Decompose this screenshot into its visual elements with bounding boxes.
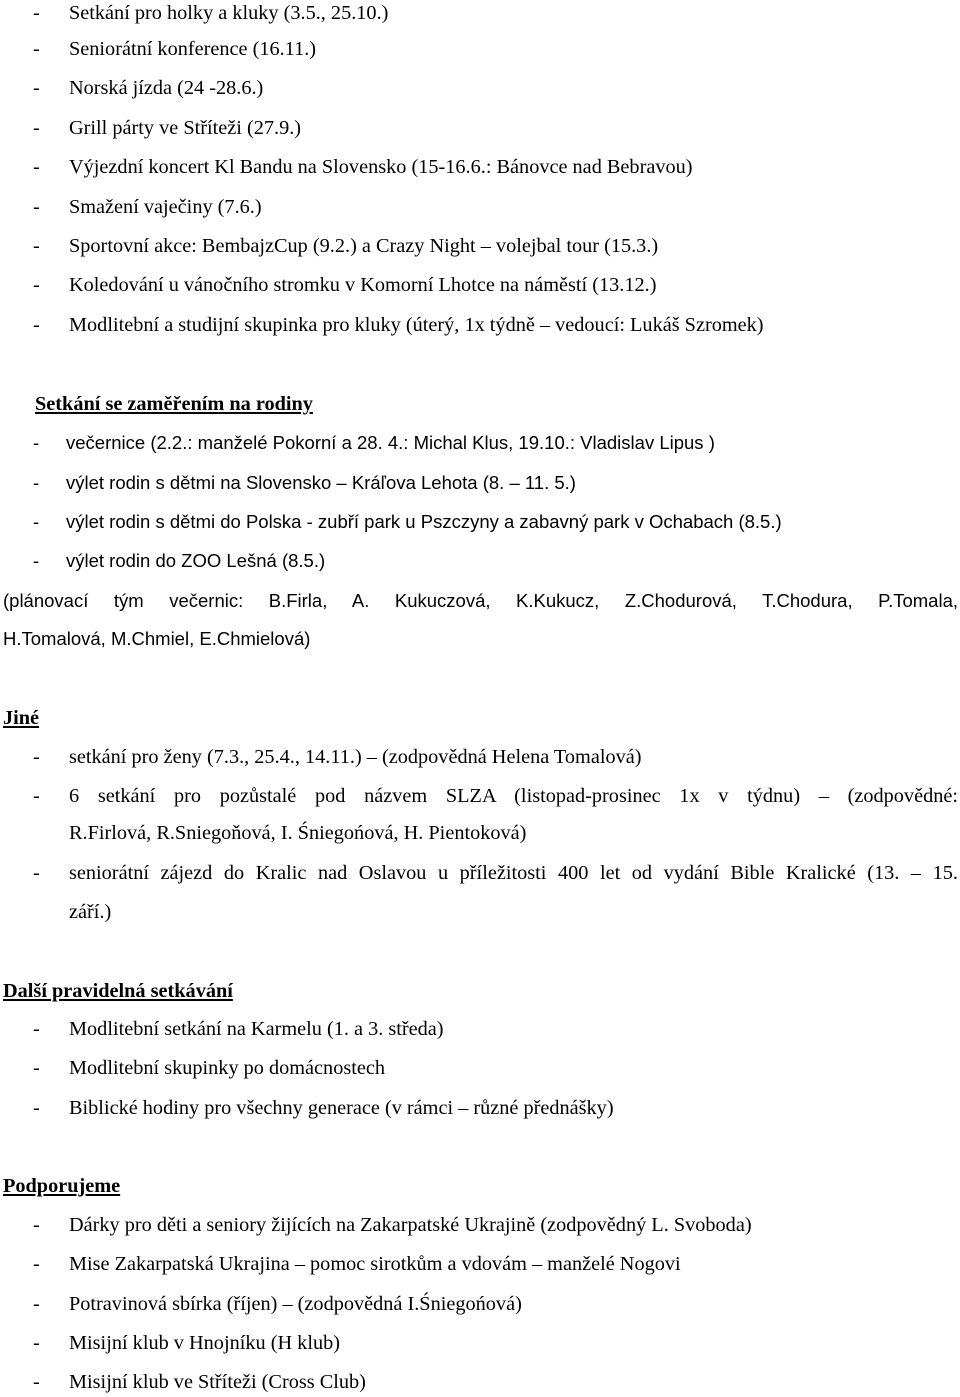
section-heading-other: Jiné <box>3 707 40 729</box>
section-heading-families: Setkání se zaměřením na rodiny <box>35 393 313 415</box>
list-item-cont: R.Firlová, R.Sniegoňová, I. Śniegońová, H. Pientoková) <box>69 822 527 844</box>
section-heading-support: Podporujeme <box>3 1175 121 1197</box>
section-heading-regular-meetings: Další pravidelná setkávání <box>3 980 233 1002</box>
list-item-cont: září.) <box>69 901 112 923</box>
planning-team-note-cont: H.Tomalová, M.Chmiel, E.Chmielová) <box>3 628 311 649</box>
